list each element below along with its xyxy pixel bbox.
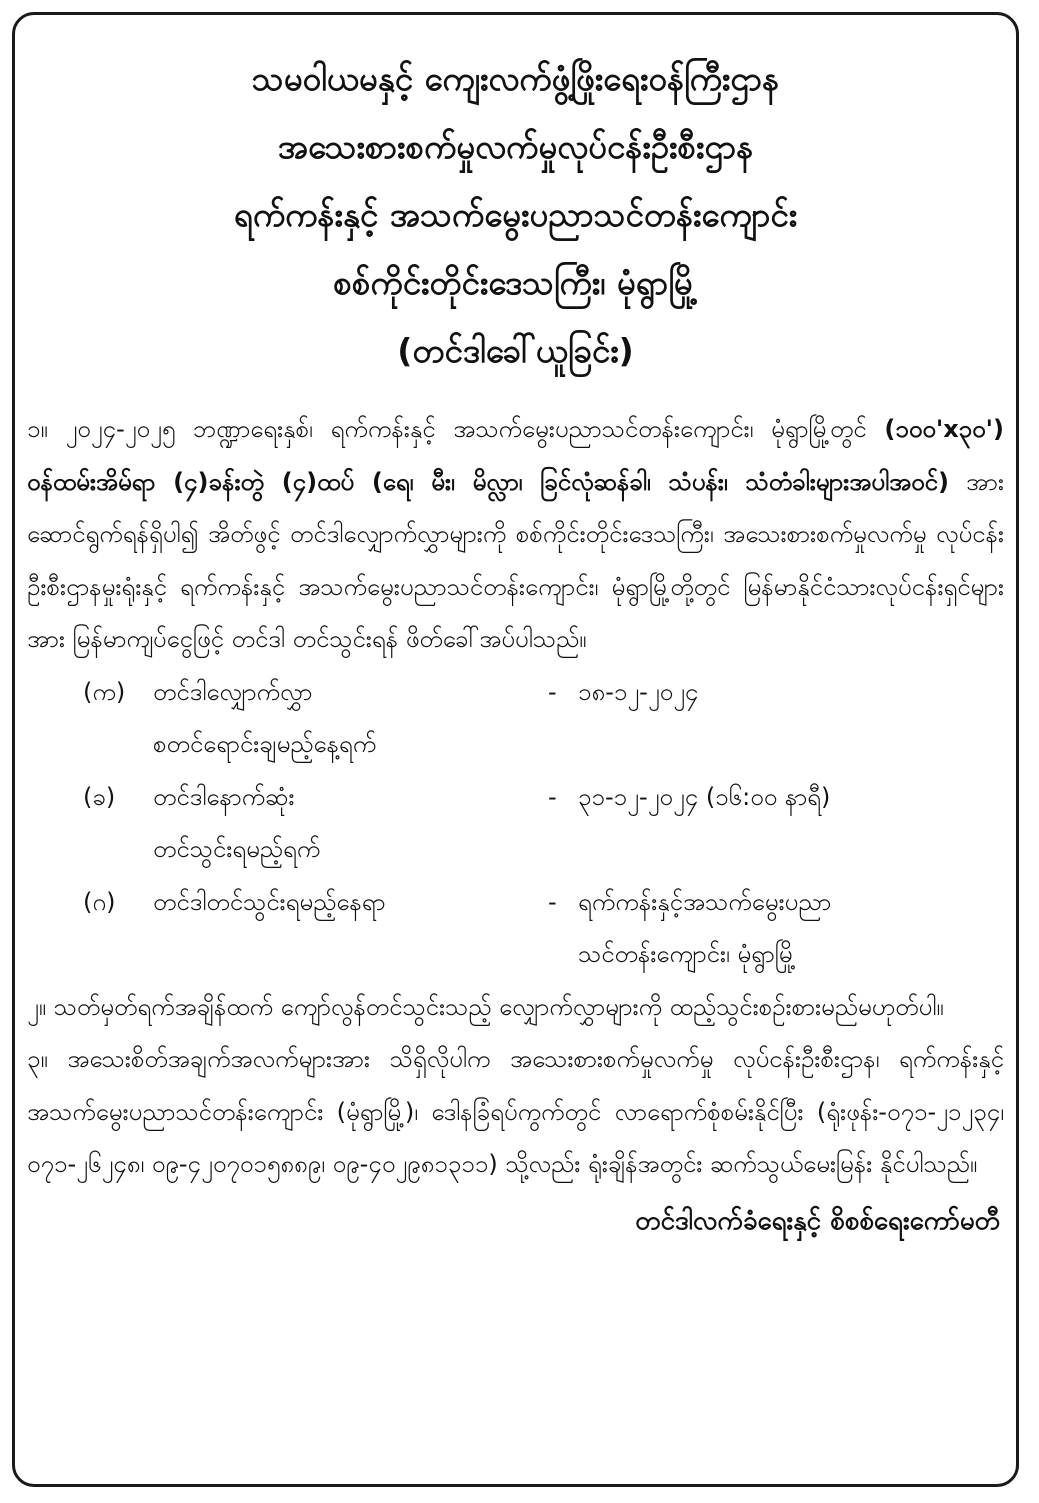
location-title: စစ်ကိုင်းတိုင်းဒေသကြီး၊ မုံရွာမြို့ — [333, 263, 698, 302]
department-title: အသေးစားစက်မှုလက်မှုလုပ်ငန်းဦးစီးဌာန — [277, 127, 754, 166]
section-1-intro: ၁။ ၂၀၂၄-၂၀၂၅ ဘဏ္ဍာရေးနှစ်၊ ရက်ကန်းနှင့် အသက်မွေးပညာသင်တန်းကျောင်း၊ မုံရွာမြို့တွင် — [27, 415, 885, 443]
item-dash: - — [548, 782, 557, 811]
item-label: တင်ဒါနောက်ဆုံး တင်သွင်းရမည့်ရက် — [153, 782, 321, 863]
item-dash: - — [548, 677, 557, 706]
school-title: ရက်ကန်းနှင့် အသက်မွေးပညာသင်တန်းကျောင်း — [233, 195, 798, 234]
section-1-project: (၁၀၀'x၃၀') ဝန်ထမ်းအိမ်ရာ (၄)ခန်းတွဲ (၄)ထပ် (ရေ၊ မီး၊ မိလ္လာ၊ ခြင်လုံဆန်ခါ၊ သံပန်း၊ သံတံခါးများအပါအဝင်) — [27, 415, 1004, 496]
item-c — [27, 876, 1004, 981]
item-value: ၁၈-၁၂-၂၀၂၄ — [578, 677, 699, 706]
item-letter: (ခ) — [83, 782, 116, 811]
item-value: ရက်ကန်းနှင့်အသက်မွေးပညာ သင်တန်းကျောင်း၊ မုံရွာမြို့ — [578, 887, 832, 968]
item-letter: (က) — [83, 677, 126, 706]
section-1-details: အား ဆောင်ရွက်ရန်ရှိပါ၍ အိတ်ဖွင့် တင်ဒါလျှောက်လွှာများကို စစ်ကိုင်းတိုင်းဒေသကြီး၊ အသေးစားစက်မှုလက်မှု လုပ်ငန်းဦးစီးဌာနမှုးရုံးနှင့် ရက်ကန်းနှင့် အသက်မွေးပညာသင်တန်းကျောင်း၊ မုံရွာမြို့တို့တွင် မြန်မာနိုင်ငံသားလုပ်ငန်းရှင်များအား မြန်မာကျပ်ငွေဖြင့် တင်ဒါ တင်သွင်းရန် ဖိတ်ခေါ်အပ်ပါသည်။ — [27, 467, 1004, 653]
committee-signature: တင်ဒါလက်ခံရေးနှင့် စိစစ်ရေးကော်မတီ — [635, 1205, 1000, 1236]
section-3: ၃။ အသေးစိတ်အချက်အလက်များအား သိရှိလိုပါက အသေးစားစက်မှုလက်မှု လုပ်ငန်းဦးစီးဌာန၊ ရက်ကန်းနှင့် အသက်မွေးပညာသင်တန်းကျောင်း (မုံရွာမြို့)၊ ဒေါနခြံရပ်ကွက်တွင် လာရောက်စုံစမ်းနိုင်ပြီး (ရုံးဖုန်း-၀၇၁-၂၁၂၃၄၊ ၀၇၁-၂၆၂၄၈၊ ၀၉-၄၂၀၇၀၁၅၈၈၉၊ ၀၉-၄၀၂၉၈၁၃၁၁) သို့လည်း ရုံးချိန်အတွင်း ဆက်သွယ်မေးမြန်း နိုင်ပါသည်။ — [27, 1045, 1004, 1178]
item-label: တင်ဒါလျှောက်လွှာ စတင်ရောင်းချမည့်နေ့ရက် — [153, 677, 377, 758]
item-a — [27, 666, 1004, 771]
item-letter: (ဂ) — [83, 887, 116, 916]
section-1 — [27, 403, 1004, 666]
item-label: တင်ဒါတင်သွင်းရမည့်နေရာ — [153, 887, 386, 916]
item-dash: - — [548, 887, 557, 916]
notice-body — [27, 403, 1004, 1247]
item-b — [27, 771, 1004, 876]
ministry-title: သမဝါယမနှင့် ကျေးလက်ဖွံ့ဖြိုးရေးဝန်ကြီးဌာန — [251, 59, 780, 98]
section-2: ၂။ သတ်မှတ်ရက်အချိန်ထက် ကျော်လွန်တင်သွင်းသည့် လျှောက်လွှာများကို ထည့်သွင်းစဉ်းစားမည်မဟုတ်ပါ။ — [27, 992, 944, 1021]
item-value: ၃၁-၁၂-၂၀၂၄ (၁၆:၀၀ နာရီ) — [578, 782, 831, 811]
notice-header — [15, 45, 1016, 385]
notice-frame — [12, 12, 1019, 1487]
notice-title: (တင်ဒါခေါ်ယူခြင်း) — [397, 331, 634, 370]
